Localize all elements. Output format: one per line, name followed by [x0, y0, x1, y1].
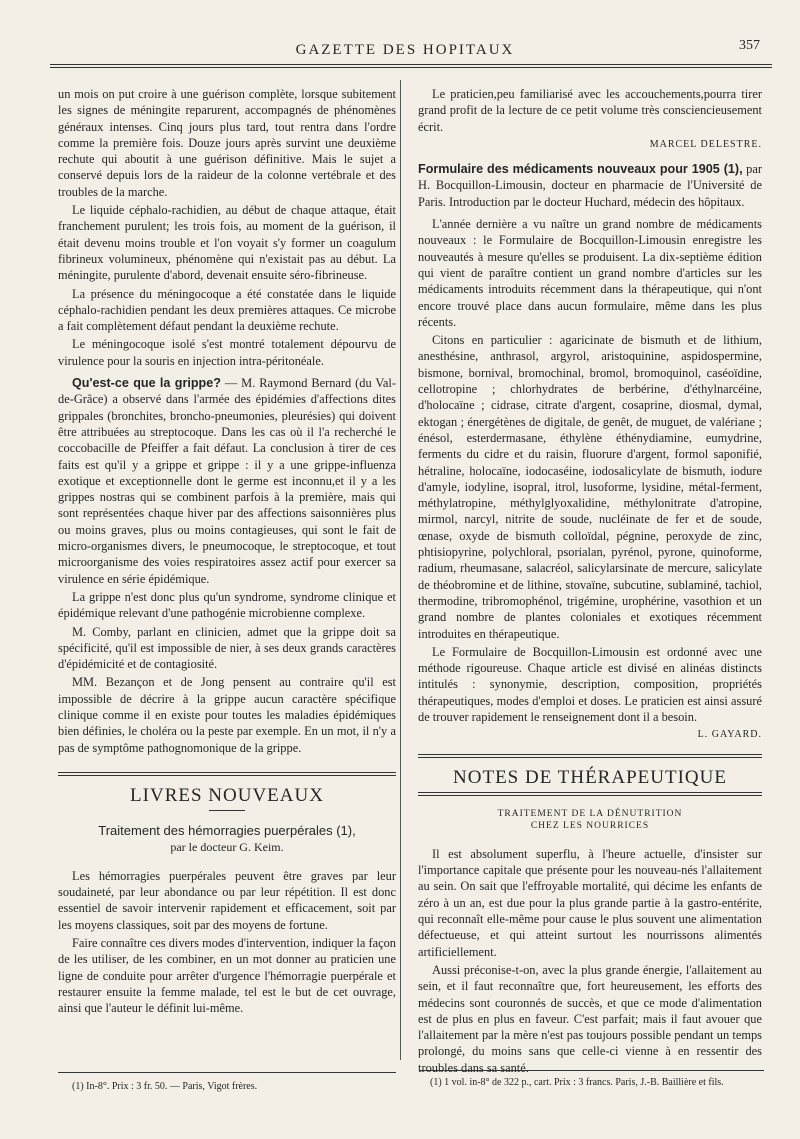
footnote-rule-left	[58, 1072, 396, 1073]
paragraph: un mois on put croire à une guérison complète, lorsque subitement les signes de méningite reparurent, accompagnés de phénomènes généraux intenses. Cinq jours plus tard, tout rentra dans l'ordre comme la première fois. Douze jours après survint une deuxième rechute qui aboutit à une guérison définitive. Mais le sujet a conservé depuis lors de la raideur de la colonne vertébrale et des troubles de la marche.	[58, 87, 396, 199]
page-header: GAZETTE DES HOPITAUX	[295, 42, 515, 58]
subheading-formulaire: Formulaire des médicaments nouveaux pour 1905 (1),	[418, 162, 743, 177]
paragraph: Le Formulaire de Bocquillon-Limousin est ordonné avec une méthode rigoureuse. Chaque article est divisé en alinéas distincts intitulés : synonymie, description, composition, propriétés thérapeutiques, modes d'emploi et doses. Le praticien est ainsi assuré de trouver rapidement le renseignement dont il a besoin.	[418, 644, 762, 724]
short-rule	[209, 810, 245, 811]
paragraph-text: — M. Raymond Bernard (du Val-de-Grâce) a observé dans l'armée des épidémies d'affections dites grippales (bronchites, broncho-pneumonies, pleurésies) qui doivent être attribuées au streptocoque. Dans les cas où il l'a recherché le coccobacille de Pfeiffer a fait défaut. La conclusion à tirer de ces faits est qu'il y a grippe et grippe : il y a une grippe-influenza exotique et exceptionnelle dont le germe est inconnu,et il y a les grippes nostras qui se combinent parfois à la première, mais qui sont représentées chaque hiver par des affections saisonnières plus ou moins graves, plus ou moins contagieuses, qui sont le fait de micro-organismes divers, le pneumocoque, le streptocoque, et tout microorganisme des voies respiratoires assez actif pour exercer sa virulence en série épidémique.	[58, 376, 397, 586]
paragraph: Le méningocoque isolé s'est montré totalement dépourvu de virulence pour la souris en injection intra-péritonéale.	[58, 337, 396, 368]
footnote-rule-right	[420, 1070, 764, 1071]
paragraph: La présence du méningocoque a été constatée dans le liquide céphalo-rachidien pendant les deux premières attaques. Ce microbe a fait complètement défaut pendant la deuxième rechute.	[58, 286, 396, 334]
footnote-right: (1) 1 vol. in-8° de 322 p., cart. Prix : 3 francs. Paris, J.-B. Baillière et fils.	[430, 1077, 724, 1088]
paragraph: Le praticien,peu familiarisé avec les accouchements,pourra tirer grand profit de la lecture de ce petit volume très consciencieusement écrit.	[418, 87, 762, 134]
page-number: 357	[739, 38, 760, 53]
paragraph-text: par H. Bocquillon-Limousin, docteur en pharmacie de l'Université de Paris. Introduction par le docteur Huchard, médecin des hôpitaux.	[418, 162, 762, 209]
grippe-paragraph	[58, 375, 396, 587]
book-author: par le docteur G. Keim.	[170, 840, 284, 855]
signature-delestre: MARCEL DELESTRE.	[649, 138, 762, 150]
left-column	[58, 86, 396, 1018]
book-title: Traitement des hémorragies puerpérales (1),	[98, 823, 356, 839]
section-rule	[418, 792, 762, 796]
section-rule	[58, 772, 396, 776]
article-title-line-2: CHEZ LES NOURRICES	[530, 820, 650, 831]
paragraph: Les hémorragies puerpérales peuvent être graves par leur soudaineté, par leur abondance ou par leur répétition. Il est donc essentiel de savoir intervenir rapidement et efficacement, soit par les moyens classiques, soit par des moyens de fortune.	[58, 868, 396, 932]
header-rule	[50, 64, 772, 68]
paragraph: L'année dernière a vu naître un grand nombre de médicaments nouveaux : le Formulaire de Bocquillon-Limousin enregistre les nouveautés à mesure qu'elles se produisent. La dix-septième édition qui vient de paraître contient un grand nombre d'articles sur les médicaments introduits récemment dans la thérapeutique, qui n'ont encore trouvé place dans aucun formulaire, même dans les plus récents.	[418, 217, 762, 329]
article-title-line-1: TRAITEMENT DE LA DÉNUTRITION	[497, 808, 683, 819]
paragraph: Le liquide céphalo-rachidien, au début de chaque attaque, était franchement purulent; les trois fois, au moment de la guérison, il était devenu moins trouble et l'on voyait s'y former un coagulum fibrineux volumineux, phénomène qui n'existait pas au début. La méningite, purulente d'abord, devenait ensuite séro-fibrineuse.	[58, 203, 396, 283]
paragraph: Aussi préconise-t-on, avec la plus grande énergie, l'allaitement au sein, et il faut reconnaître que, fort heureusement, les efforts des médecins sont couronnés de succès, et que ce mode d'alimentation est de plus en plus en faveur. C'est parfait; mais il faut avouer que l'allaitement par la mère n'est pas toujours possible pendant un temps prolongé, du moins sans que celle-ci vienne à en ressentir des troubles dans sa santé.	[418, 962, 762, 1075]
paragraph: Citons en particulier : agaricinate de bismuth et de lithium, anesthésine, anthrasol, argyrol, aristoquinine, aspidospermine, bismone, bornival, bromochinal, bromol, bromoquinol, caséoïdine, cellotropine ; chlorhydrates de berbérine, d'éthylnarcéine, d'holocaïne ; cidrase, citrate d'argent, cosaprine, diosmal, dymal, ektogan ; énergétènes de digitale, de genêt, de muguet, de valériane ; énésol, esterdermasane, éthylène éthénydiamine, eumydrine, ferments du cidre et du raisin, fluorure d'argent, formol saponifié, hétraline, holocaïne, iodocaséine, iodosalicylate de bismuth, iodure d'amyle, iodyline, isopral, itrol, lusoforme, lysidine, métal-ferment, méthylatropine, méthylglyoxalidine, méthylonitrate d'atropine, mirmol, narcyl, nitrite de soude, nucléinate de fer et de soude, œnase, oxyde de bismuth colloïdal, pégnine, peroxyde de zinc, phtisiopyrine, polychloral, psorialan, pyrénol, pyrone, quinoforme, radium, rheumasane, salacréol, salicylarsinate de mercure, salicylate de théobromine et de lithine, stovaïne, subcutine, sublaminé, tachiol, thermodine, tribromophénol, trigémine, urophérine, vasothion et un grand nombre de plantes coloniales et exotiques récemment introduites en thérapeutique.	[418, 333, 762, 641]
article-title	[418, 808, 762, 832]
subheading-grippe: Qu'est-ce que la grippe?	[72, 376, 221, 391]
signature-gayard: L. GAYARD.	[697, 729, 762, 741]
right-column	[418, 86, 762, 1078]
column-divider	[400, 80, 401, 1060]
paragraph: Il est absolument superflu, à l'heure actuelle, d'insister sur l'importance capitale que présente pour les nouveau-nés l'allaitement au sein. On sait que l'effroyable mortalité, qui décime les enfants de zéro à un an, est due pour la plus grande partie à la gastro-entérite, qui reconnaît elle-même pour cause le plus souvent une alimentation défectueuse, et qui atteint surtout les nourrissons alimentés artificiellement.	[418, 846, 762, 959]
paragraph: La grippe n'est donc plus qu'un syndrome, syndrome clinique et épidémique relevant d'une pathogénie microbienne complexe.	[58, 589, 396, 621]
paragraph: MM. Bezançon et de Jong pensent au contraire qu'il est impossible de décrire à la grippe aucun caractère spécifique clinique comme il en existe pour toutes les maladies épidémiques bien définies, le choléra ou la peste par exemple. En un mot, il n'y a pas de symptôme pathognomonique de la grippe.	[58, 675, 396, 755]
section-title-notes: NOTES DE THÉRAPEUTIQUE	[453, 766, 727, 788]
footnote-left: (1) In-8°. Prix : 3 fr. 50. — Paris, Vigot frères.	[72, 1081, 258, 1092]
paragraph: Faire connaître ces divers modes d'intervention, indiquer la façon de les utiliser, de les combiner, en un mot donner au praticien une ligne de conduite pour arrêter d'urgence l'hémorragie puerpérale et restaurer ensuite la femme malade, tel est le but de cet ouvrage, ainsi que l'auteur le définit lui-même.	[58, 935, 396, 1016]
paragraph: M. Comby, parlant en clinicien, admet que la grippe doit sa spécificité, qu'il est impossible de nier, à ses deux grands caractères d'épidémicité et de contagiosité.	[58, 624, 396, 672]
section-rule	[418, 754, 762, 758]
formulaire-paragraph	[418, 161, 762, 210]
section-title-livres: LIVRES NOUVEAUX	[130, 784, 324, 806]
